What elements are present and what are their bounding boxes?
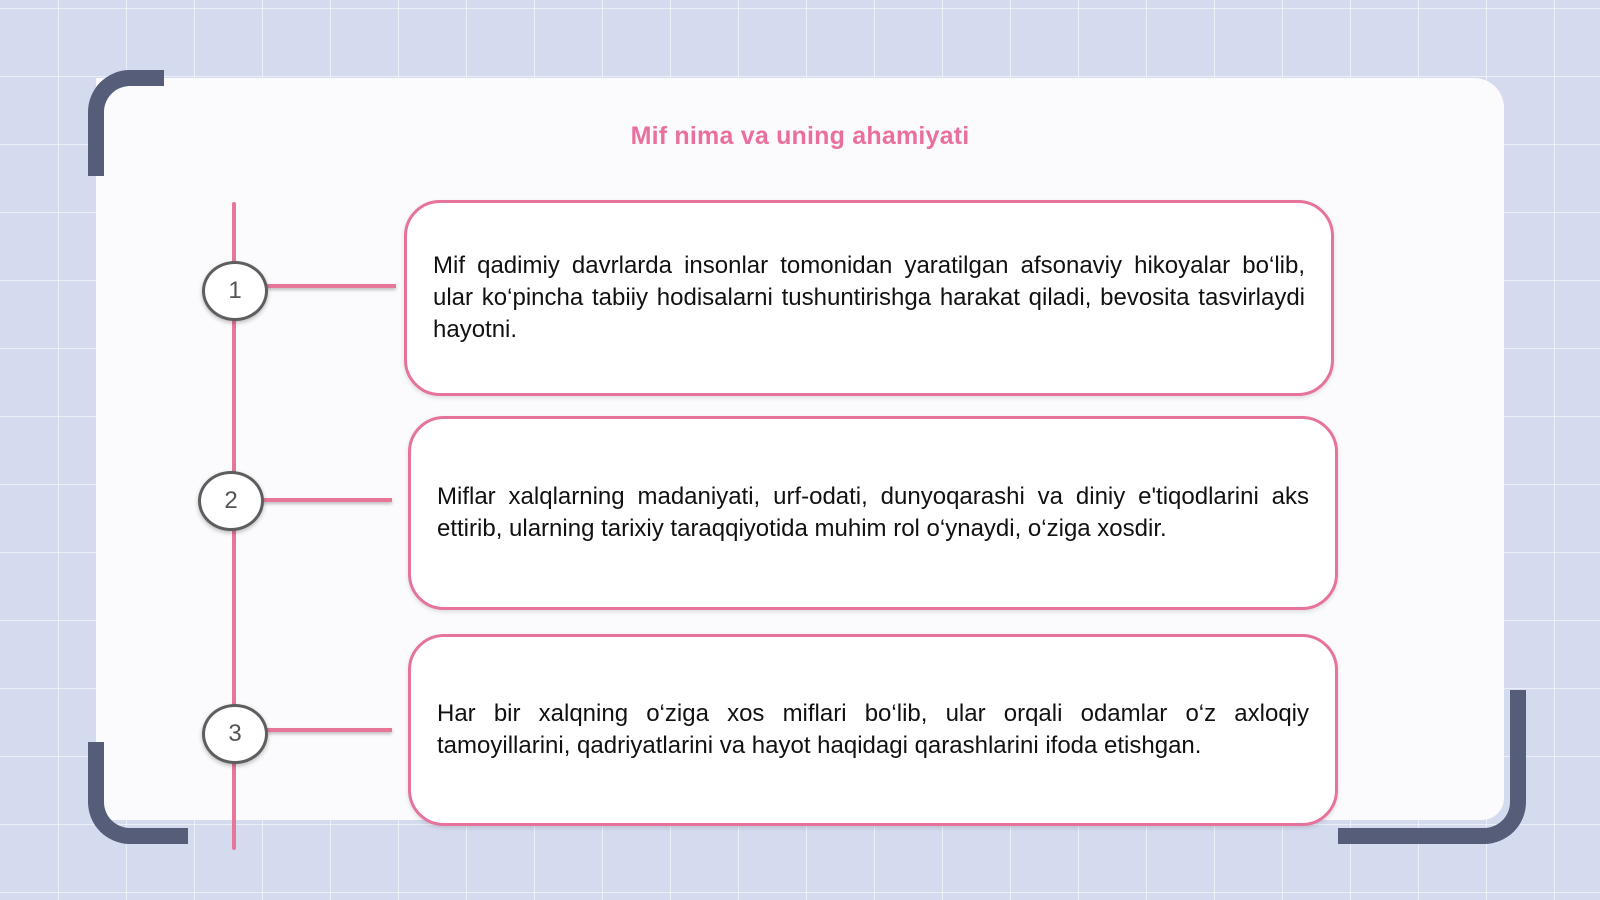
step-number-3: 3 xyxy=(202,704,268,764)
text-box-3 xyxy=(408,634,1338,826)
step-number-1: 1 xyxy=(202,261,268,321)
timeline-connector xyxy=(266,284,396,288)
text-box-1 xyxy=(404,200,1334,396)
corner-bracket-bottom-right xyxy=(1338,690,1526,844)
text-box-2 xyxy=(408,416,1338,610)
step-number-2: 2 xyxy=(198,471,264,531)
timeline-connector xyxy=(262,498,392,502)
corner-bracket-bottom-left xyxy=(88,742,188,844)
text-box-2-content: Miflar xalqlarning madaniyati, urf-odati, dunyoqarashi va diniy e'tiqodlarini aks ettirib, ularning tarixiy taraqqiyotida muhim rol o‘ynaydi, o‘ziga xosdir. xyxy=(437,483,1309,542)
text-box-1-content: Mif qadimiy davrlarda insonlar tomonidan yaratilgan afsonaviy hikoyalar bo‘lib, ular ko‘pincha tabiiy hodisalarni tushuntirishga harakat qiladi, bevosita tasvirlaydi hayotni. xyxy=(433,252,1305,343)
timeline-connector xyxy=(266,728,392,732)
text-box-3-content: Har bir xalqning o‘ziga xos miflari bo‘lib, ular orqali odamlar o‘z axloqiy tamoyillarini, qadriyatlarini va hayot haqidagi qarashlarini ifoda etishgan. xyxy=(437,700,1309,759)
slide-title: Mif nima va uning ahamiyati xyxy=(630,122,970,150)
